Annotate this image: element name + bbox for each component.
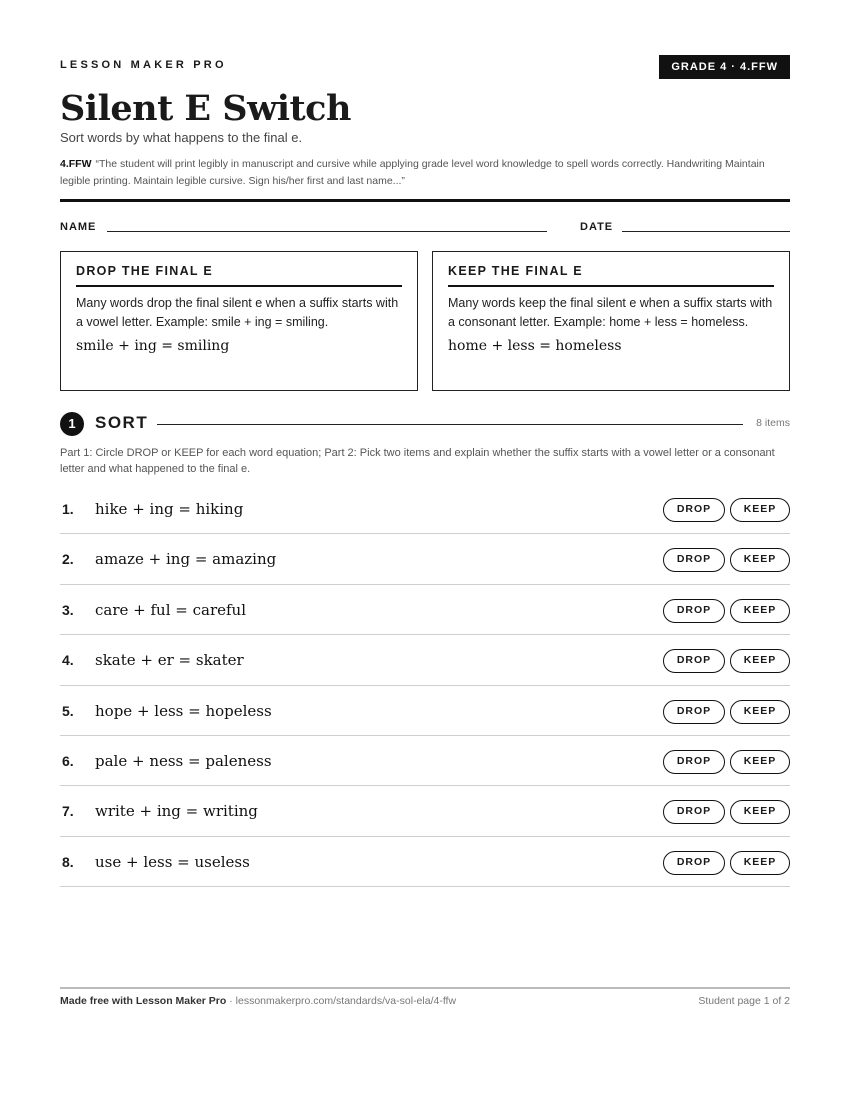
item-number: 8. <box>62 853 74 870</box>
standard-text: “The student will print legibly in manuscript and cursive while applying grade level word knowledge to spell words correctly. Handwriting Maintain legible printing. Maintain legible cursive. Sign his/her first and last name...” <box>60 158 765 187</box>
standard-description <box>60 156 790 190</box>
page-footer <box>60 995 790 1007</box>
item-number: 4. <box>62 652 74 669</box>
footer-url[interactable]: lessonmakerpro.com/standards/va-sol-ela/4-ffw <box>235 995 457 1007</box>
drop-rule-example: smile + ing = smiling <box>76 338 230 354</box>
sort-item-row <box>60 635 790 685</box>
name-label: NAME <box>60 221 97 233</box>
sort-item-list <box>60 484 790 887</box>
keep-rule-body: Many words keep the final silent e when a suffix starts with a consonant letter. Example: home + less = homeless. <box>448 296 773 329</box>
brand-name: LESSON MAKER PRO <box>60 59 227 71</box>
keep-rule-card <box>432 251 790 391</box>
name-line[interactable] <box>107 231 547 232</box>
drop-rule-body: Many words drop the final silent e when a suffix starts with a vowel letter. Example: smile + ing = smiling. <box>76 296 399 329</box>
item-count: 8 items <box>756 417 790 429</box>
keep-option-button[interactable]: KEEP <box>730 851 790 875</box>
item-equation: write + ing = writing <box>95 802 258 821</box>
keep-option-button[interactable]: KEEP <box>730 800 790 824</box>
drop-rule-title: DROP THE FINAL E <box>76 264 402 287</box>
header-divider <box>60 199 790 202</box>
item-equation: pale + ness = paleness <box>95 751 272 770</box>
section-title: SORT <box>95 413 149 432</box>
drop-option-button[interactable]: DROP <box>663 851 725 875</box>
drop-option-button[interactable]: DROP <box>663 599 725 623</box>
drop-rule-card <box>60 251 418 391</box>
keep-rule-example: home + less = homeless <box>448 338 622 354</box>
footer-divider <box>60 987 790 989</box>
drop-option-button[interactable]: DROP <box>663 548 725 572</box>
keep-option-button[interactable]: KEEP <box>730 548 790 572</box>
keep-rule-title: KEEP THE FINAL E <box>448 264 774 287</box>
drop-option-button[interactable]: DROP <box>663 800 725 824</box>
item-number: 6. <box>62 752 74 769</box>
sort-item-row <box>60 837 790 887</box>
item-equation: use + less = useless <box>95 852 250 871</box>
item-equation: hope + less = hopeless <box>95 701 272 720</box>
worksheet-subtitle: Sort words by what happens to the final e. <box>60 130 303 145</box>
item-number: 7. <box>62 803 74 820</box>
date-label: DATE <box>580 221 614 233</box>
top-bar <box>60 55 790 79</box>
page-indicator: Student page 1 of 2 <box>698 995 790 1007</box>
sort-item-row <box>60 585 790 635</box>
sort-item-row <box>60 686 790 736</box>
drop-option-button[interactable]: DROP <box>663 700 725 724</box>
keep-option-button[interactable]: KEEP <box>730 700 790 724</box>
item-equation: hike + ing = hiking <box>95 500 244 518</box>
worksheet-title: Silent E Switch <box>60 88 351 129</box>
sort-item-row <box>60 534 790 584</box>
footer-made-with: Made free with Lesson Maker Pro <box>60 995 227 1007</box>
drop-option-button[interactable]: DROP <box>663 649 725 673</box>
drop-option-button[interactable]: DROP <box>663 750 725 774</box>
item-number: 3. <box>62 601 74 618</box>
keep-option-button[interactable]: KEEP <box>730 649 790 673</box>
date-line[interactable] <box>622 231 790 232</box>
item-number: 1. <box>62 501 74 517</box>
sort-section-header <box>60 411 790 437</box>
name-date-row <box>60 219 790 235</box>
item-equation: amaze + ing = amazing <box>95 550 277 569</box>
standard-code: 4.FFW <box>60 158 92 170</box>
sort-item-row <box>60 736 790 786</box>
keep-option-button[interactable]: KEEP <box>730 750 790 774</box>
sort-item-row <box>60 786 790 836</box>
item-number: 2. <box>62 551 74 568</box>
sort-item-row <box>60 484 790 534</box>
section-number-badge: 1 <box>60 412 84 436</box>
footer-separator: · <box>226 995 236 1007</box>
section-rule <box>157 424 743 425</box>
keep-option-button[interactable]: KEEP <box>730 498 790 522</box>
item-number: 5. <box>62 702 74 719</box>
grade-badge: GRADE 4 · 4.FFW <box>659 55 790 79</box>
item-equation: care + ful = careful <box>95 600 247 619</box>
drop-option-button[interactable]: DROP <box>663 498 725 522</box>
section-instructions: Part 1: Circle DROP or KEEP for each word equation; Part 2: Pick two items and explain whether the suffix starts with a vowel letter or a consonant letter and what happened to the final e. <box>60 447 775 475</box>
item-equation: skate + er = skater <box>95 651 244 670</box>
keep-option-button[interactable]: KEEP <box>730 599 790 623</box>
